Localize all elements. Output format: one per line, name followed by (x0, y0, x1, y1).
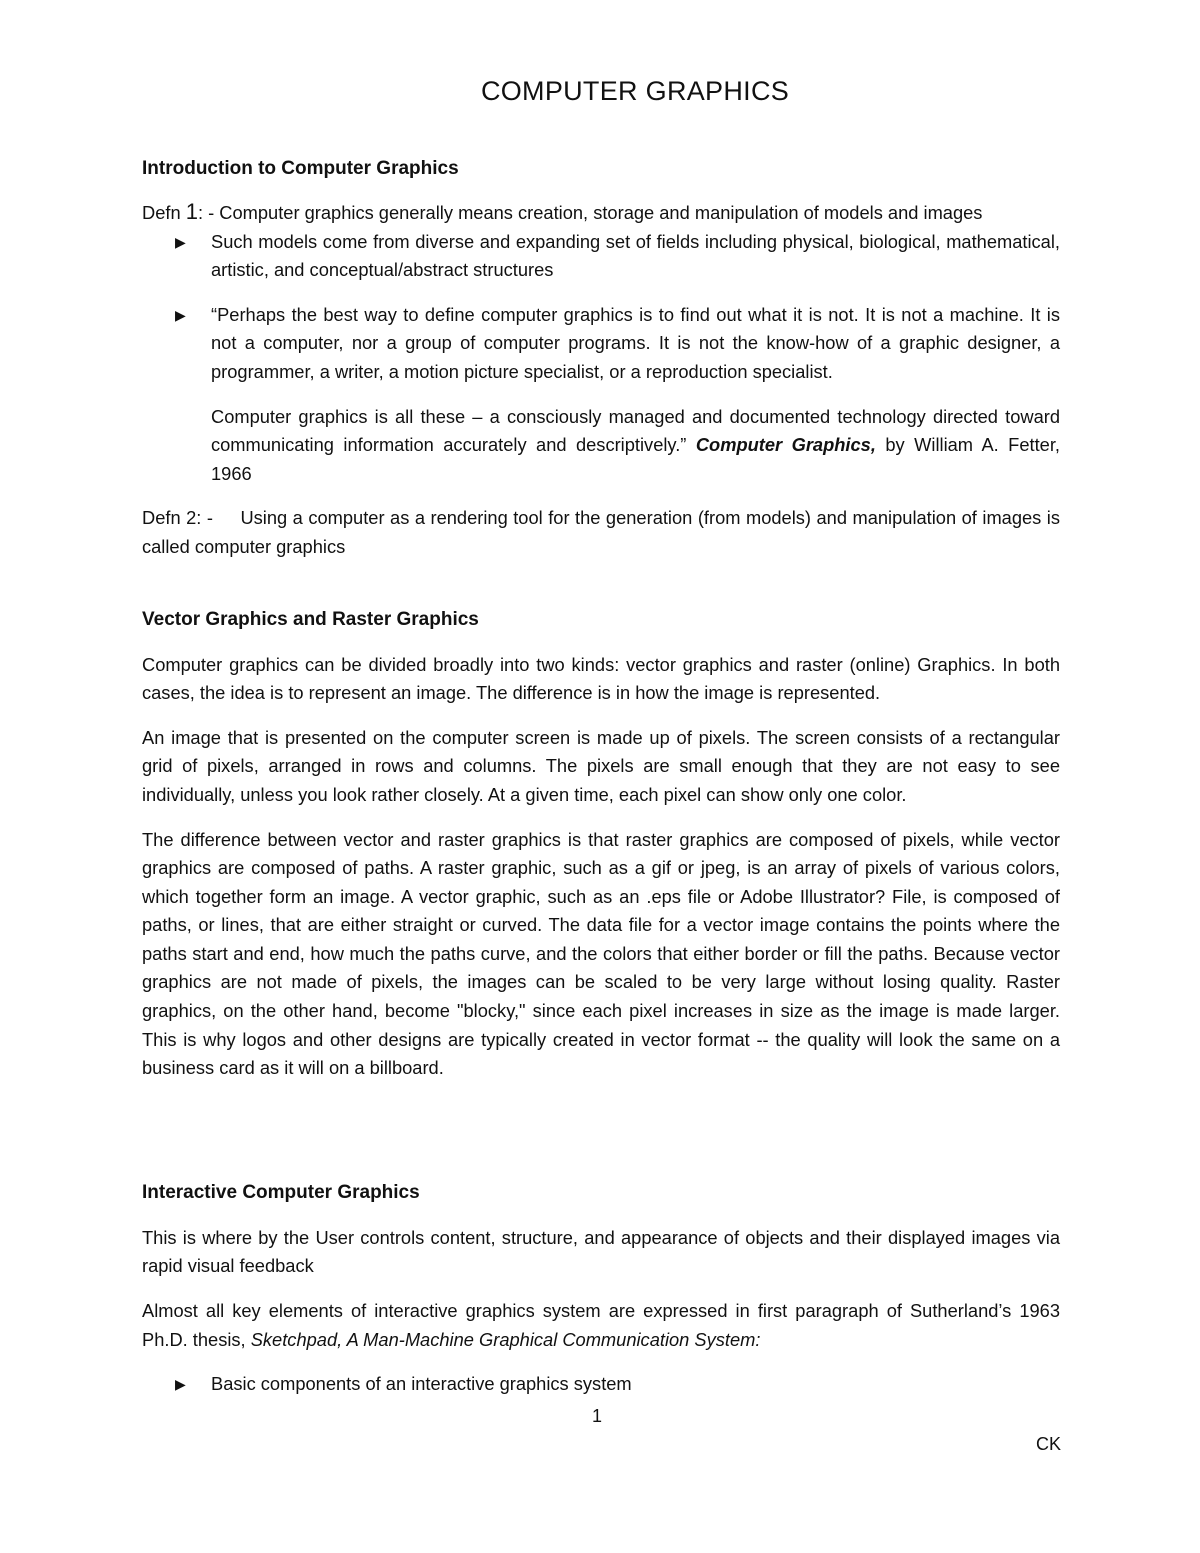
page-title: COMPUTER GRAPHICS (480, 76, 790, 106)
defn1-number: 1 (185, 199, 198, 224)
page-number: 1 (592, 1406, 603, 1426)
list-item (142, 1370, 1060, 1399)
paragraph: Computer graphics can be divided broadly into two kinds: vector graphics and raster (online) Graphics. In both cases, the idea is to represent an image. The difference is in how the image is represented. (142, 653, 1060, 704)
definition-2 (142, 504, 1060, 561)
paragraph: This is where by the User controls content, structure, and appearance of objects and their displayed images via rapid visual feedback (142, 1226, 1060, 1277)
section-heading-vector: Vector Graphics and Raster Graphics (142, 608, 479, 630)
defn1-text: : - Computer graphics generally means creation, storage and manipulation of models and images (197, 202, 983, 223)
section-heading-intro: Introduction to Computer Graphics (142, 158, 459, 179)
definition-1 (142, 198, 1060, 228)
document-body (142, 154, 1060, 1399)
quote-text: Computer graphics is all these – a consciously managed and documented technology directed toward communicating information accurately and descriptively.” (211, 405, 1060, 456)
triangle-bullet-icon: ▶ (175, 306, 186, 323)
triangle-bullet-icon: ▶ (175, 233, 186, 250)
triangle-bullet-icon: ▶ (175, 1376, 186, 1393)
bullet-text: Basic components of an interactive graphics system (211, 1373, 632, 1395)
quote-source-rest: by William A. Fetter, 1966 (211, 434, 1061, 484)
section-heading-interactive: Interactive Computer Graphics (142, 1181, 420, 1203)
list-item (142, 301, 1060, 387)
bullet-text: Such models come from diverse and expanding set of fields including physical, biological, mathematical, artistic, and conceptual/abstract structures (211, 230, 1060, 281)
quote-source-title: Computer Graphics, (695, 434, 876, 456)
paragraph: The difference between vector and raster graphics is that raster graphics are composed of pixels, while vector graphics are composed of paths. A raster graphic, such as a gif or jpeg, is an array of pixels of various colors, which together form an image. A vector graphic, such as an .eps file or Adobe Illustrator? File, is composed of paths, or lines, that are either straight or curved. The data file for a vector image contains the points where the paths start and end, how much the paths curve, and the colors that either border or fill the paths. Because vector graphics are not made of pixels, the images can be scaled to be very large without losing quality. Raster graphics, on the other hand, become "blocky," since each pixel increases in size as the image is made larger. This is why logos and other designs are typically created in vector format -- the quality will look the same on a business card as it will on a billboard. (142, 828, 1060, 1079)
thesis-title: Sketchpad, A Man-Machine Graphical Communication System: (250, 1328, 761, 1350)
list-item (142, 228, 1060, 285)
bullet-text: “Perhaps the best way to define computer graphics is to find out what it is not. It is not a machine. It is not a computer, nor a group of computer programs. It is not the know-how of a graphic designer, a programmer, a writer, a motion picture specialist, or a reproduction specialist. (211, 303, 1060, 382)
paragraph (142, 1297, 1060, 1354)
defn1-prefix: Defn (142, 202, 186, 223)
paragraph-text: Almost all key elements of interactive graphics system are expressed in first paragraph of Sutherland’s 1963 Ph.D. thesis, (142, 1300, 1060, 1350)
defn2-label: Defn 2: - (142, 507, 213, 529)
paragraph: An image that is presented on the computer screen is made up of pixels. The screen consists of a rectangular grid of pixels, arranged in rows and columns. The pixels are small enough that they are not easy to see individually, unless you look rather closely. At a given time, each pixel can show only one color. (142, 726, 1060, 805)
quote-continuation (142, 403, 1060, 489)
footer-initials: CK (1036, 1434, 1062, 1454)
defn2-text: Using a computer as a rendering tool for the generation (from models) and manipulation of images is called computer graphics (142, 507, 1061, 557)
